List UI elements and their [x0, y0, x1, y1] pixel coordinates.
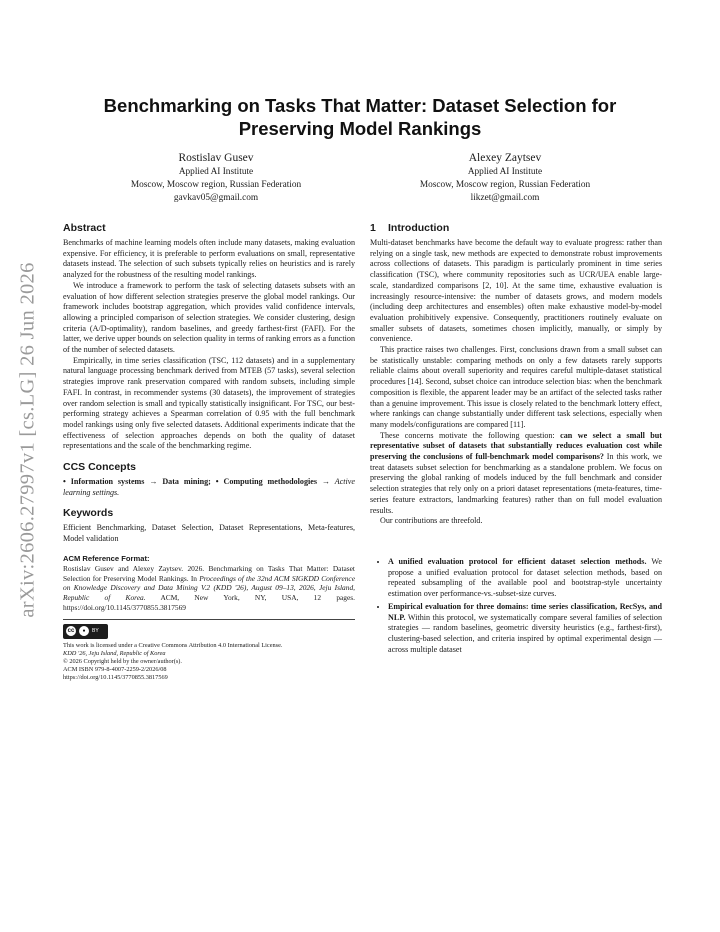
- contribution-text: Within this protocol, we systematically compare several families of selection strategies — random baselines, geometric diversity heuristics (e.g., farthest-first), clustering-based selection, and criteria inspired by optimal experimental design — across multiple dataset: [388, 612, 662, 654]
- intro-paragraph: [370, 431, 662, 517]
- ccs-bold: • Information systems → Data mining; • Computing methodologies →: [63, 477, 330, 487]
- author-block-2: [355, 151, 655, 205]
- author-email: gavkav05@gmail.com: [173, 193, 259, 203]
- license-statement: This work is licensed under a Creative Commons Attribution 4.0 International License.: [63, 641, 283, 649]
- research-question: can we select a small but representative subset of datasets that substantially reduces evaluation cost while preserving the conclusions of full-benchmark model comparisons?: [370, 430, 663, 462]
- acm-ref-part: ACM, New York, NY, USA, 12 pages. https://doi.org/10.1145/3770855.3817569: [63, 593, 355, 613]
- contribution-title: Empirical evaluation for three domains: time series classification, RecSys, and NLP.: [388, 601, 662, 622]
- author-affiliation: Applied AI Institute: [467, 167, 543, 177]
- intro-heading: [370, 222, 662, 235]
- author-name: Rostislav Gusev: [178, 152, 254, 164]
- contributions-list: [370, 557, 662, 655]
- list-item: [388, 557, 662, 600]
- acm-reference-text: [63, 564, 355, 613]
- license-line: [63, 642, 355, 682]
- right-column: [370, 222, 662, 657]
- arxiv-sidebar-stamp: [6, 210, 50, 670]
- author-email: likzet@gmail.com: [470, 193, 540, 203]
- license-venue: KDD '26, Jeju Island, Republic of Korea: [63, 649, 166, 657]
- section-title: Introduction: [388, 222, 450, 234]
- abstract-paragraph: Benchmarks of machine learning models often include many datasets, making evaluation expensive. For efficiency, it is preferable to perform evaluations on small, representative datasets instead. The selection of such subsets typically relies on heuristics and is rarely analyzed for the robustness of the resulting model rankings.: [63, 238, 355, 280]
- author-location: Moscow, Moscow region, Russian Federation: [419, 180, 591, 190]
- license-doi: https://doi.org/10.1145/3770855.3817569: [63, 674, 168, 682]
- ccs-italic: Active learning settings.: [63, 477, 355, 497]
- intro-text: These concerns motivate the following question:: [380, 430, 561, 440]
- keywords-text: Efficient Benchmarking, Dataset Selection, Dataset Representations, Meta-features, Model validation: [63, 523, 355, 544]
- intro-paragraph: Our contributions are threefold.: [380, 516, 483, 526]
- list-item: [388, 602, 662, 656]
- acm-reference: [63, 554, 355, 613]
- section-number: 1: [370, 222, 376, 234]
- abstract-paragraph: Empirically, in time series classification (TSC, 112 datasets) and in a supplementary natural language processing benchmark derived from MTEB (57 tasks), several selection strategies improve rank preservation compared with random subsets, including simple FAFI. In contrast, in recommender systems (30 datasets), the improvement of strategies over random selection is small and typically statistically insignificant. For TSC, our best-performing strategy achieves a Spearman correlation of 0.95 with the full benchmark model rankings using only five selected datasets. Additional experiments indicate that the effectiveness of selection approaches depends on both the quality of dataset representations and the scale of the benchmarking regime.: [63, 355, 355, 451]
- intro-paragraph: This practice raises two challenges. First, conclusions drawn from a small subset can be statistically unstable: comparing methods on only a few datasets rarely supports reliable claims about overall superiority and requires careful multiple-dataset statistical procedures [14]. Second, subset choice can introduce selection bias: when the benchmark composition is flexible, the apparent leader may be an artifact of the selected tasks rather than a genuine improvement. This issue is closely related to the benchmark lottery effect, where rankings can change substantially under different task selections, especially when many models/configurations are compared [11].: [370, 345, 662, 429]
- cc-icon: cc: [66, 626, 76, 636]
- intro-paragraph: Multi-dataset benchmarks have become the default way to evaluate progress: rather than relying on a single task, new methods are expected to demonstrate robust improvements across collections of datasets. This paradigm is particularly prominent in time series classification (TSC), where community repositories such as UCR/UEA enable large-scale, standardized comparisons [2, 10]. At the same time, exhaustive evaluation is increasingly resource-intensive: the number of datasets grows, and modern models (including deep architectures and ensembles) often make exhaustive model-by-model evaluation prohibitively expensive. Consequently, practitioners routinely evaluate on smaller subsets of datasets, sometimes chosen implicitly, manually, or simply by convenience.: [370, 238, 662, 344]
- title-line-2: Preserving Model Rankings: [238, 118, 482, 139]
- license-isbn: ACM ISBN 979-8-4007-2259-2/2026/08: [63, 666, 167, 674]
- license-copyright: © 2026 Copyright held by the owner/author(s).: [63, 658, 182, 666]
- left-column: [63, 222, 355, 682]
- contribution-text: We propose a unified evaluation protocol for dataset selection methods, based on repeated subsampling of the available pool and bootstrap-style uncertainty estimation over performance-vs.-subset-size curves.: [388, 556, 662, 599]
- license-block: [63, 619, 355, 682]
- cc-by-badge-icon: [63, 624, 108, 639]
- by-icon: ●: [79, 626, 89, 636]
- by-label: BY: [92, 628, 99, 634]
- paper-title: [60, 94, 660, 140]
- ccs-heading: CCS Concepts: [63, 461, 136, 474]
- acm-reference-heading: ACM Reference Format:: [63, 553, 150, 563]
- author-location: Moscow, Moscow region, Russian Federation: [130, 180, 302, 190]
- abstract-heading: Abstract: [63, 222, 106, 234]
- title-line-1: Benchmarking on Tasks That Matter: Dataset Selection for: [103, 95, 617, 116]
- license-text: [63, 642, 355, 682]
- author-block-1: [66, 151, 366, 205]
- keywords-heading: Keywords: [63, 507, 114, 520]
- intro-text: In this work, we treat datasets subset selection for benchmarking as a standalone problem. We focus on preserving the global ranking of models induced by the full benchmark and consider selection strategies that rely only on a priori dataset representations (meta-features, time-series feature extractors, landmarking features) rather than on full model evaluation results.: [370, 452, 663, 515]
- contribution-title: A unified evaluation protocol for efficient dataset selection methods.: [388, 556, 647, 566]
- author-affiliation: Applied AI Institute: [178, 167, 254, 177]
- arxiv-id: arXiv:2606.27997v1 [cs.LG] 26 Jun 2026: [16, 262, 39, 618]
- acm-ref-part: Rostislav Gusev and Alexey Zaytsev. 2026. Benchmarking on Tasks That Matter: Dataset Selection for Preserving Model Rankings. In: [63, 563, 355, 583]
- acm-ref-venue: Proceedings of the 32nd ACM SIGKDD Conference on Knowledge Discovery and Data Mining V.2 (KDD '26), August 09–13, 2026, Jeju Island, Republic of Korea.: [63, 573, 355, 603]
- ccs-text: [63, 477, 355, 498]
- author-name: Alexey Zaytsev: [468, 152, 542, 164]
- abstract-paragraph: We introduce a framework to perform the task of selecting datasets subsets with an evaluation of how different selection strategies preserve the global model rankings. Our framework includes bootstrap aggregation, which provides valid confidence intervals, allowing a principled comparison of selection strategies. We consider clustering, design criteria (A/D-optimality), random baselines, and greedy farthest-first (FAFI). For the latter, we derive upper bounds on selection quality in terms of ranking errors as a function of the number of selected datasets.: [63, 280, 355, 355]
